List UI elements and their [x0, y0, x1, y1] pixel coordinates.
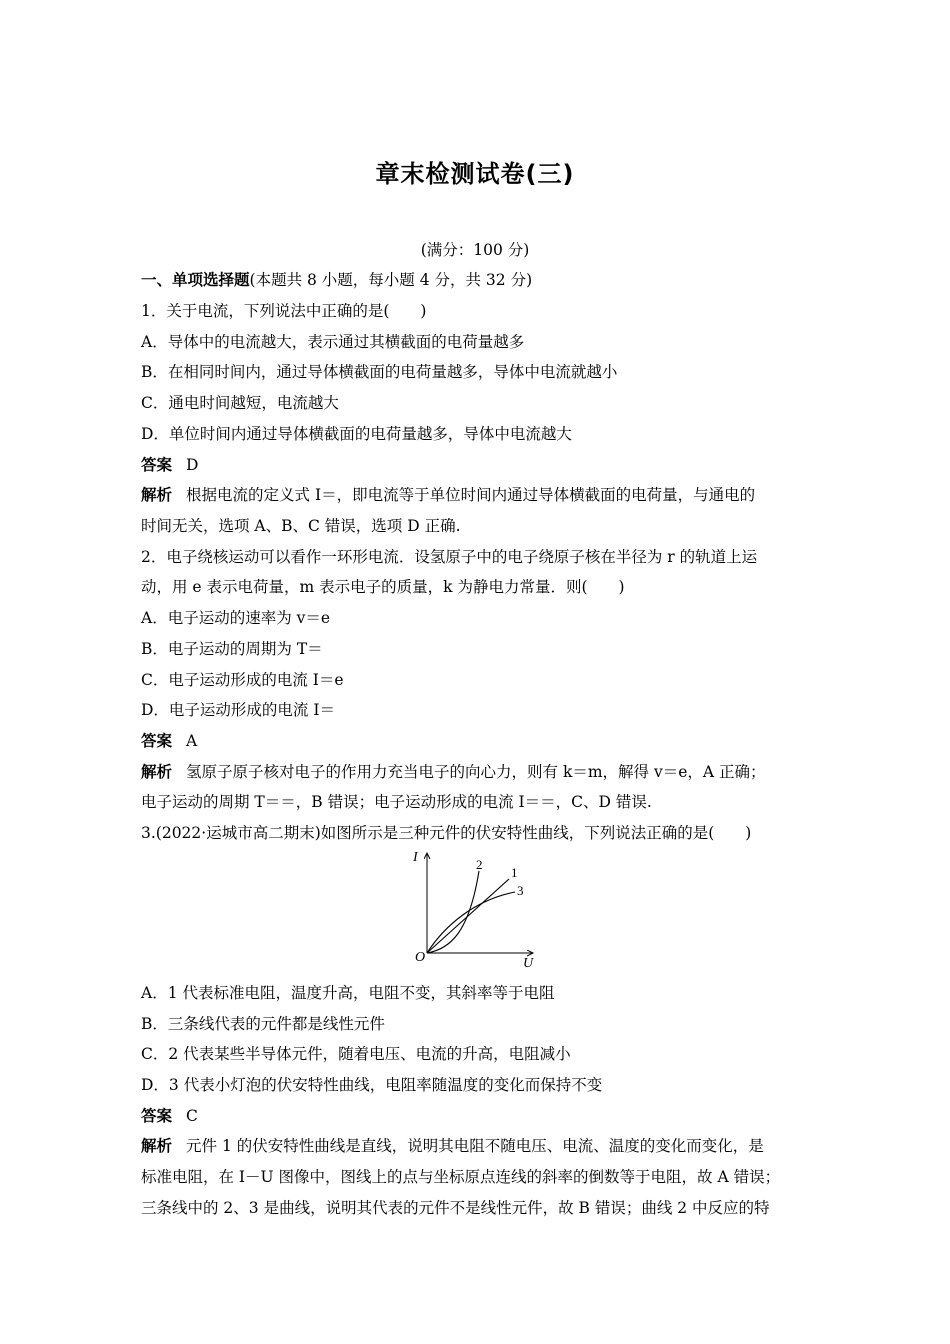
curve-3-label: 3: [517, 883, 524, 898]
q3-option-c: C．2 代表某些半导体元件，随着电压、电流的升高，电阻减小: [141, 1045, 571, 1063]
q3-analysis-line-1: [141, 1136, 764, 1156]
q3-answer: [141, 1106, 198, 1126]
curve-3: [427, 892, 515, 953]
q1-option-a: A．导体中的电流越大，表示通过其横截面的电荷量越多: [141, 333, 525, 351]
answer-value: A: [186, 732, 198, 750]
analysis-text: 元件 1 的伏安特性曲线是直线，说明其电阻不随电压、电流、温度的变化而变化，是: [186, 1137, 764, 1155]
q3-analysis-line-3: 三条线中的 2、3 是曲线，说明其代表的元件不是线性元件，故 B 错误；曲线 2 中反应的特: [141, 1199, 770, 1217]
curve-1-label: 1: [511, 865, 518, 880]
q3-option-b: B．三条线代表的元件都是线性元件: [141, 1015, 385, 1033]
score-note: (满分：100 分): [420, 241, 530, 259]
q3-analysis-line-2: 标准电阻，在 I－U 图像中，图线上的点与坐标原点连线的斜率的倒数等于电阻，故 A 错误；: [141, 1168, 781, 1186]
q2-analysis-line-2: 电子运动的周期 T＝＝，B 错误；电子运动形成的电流 I＝＝，C、D 错误.: [141, 793, 652, 811]
answer-label: 答案: [141, 732, 173, 750]
q2-analysis-line-1: [141, 762, 766, 782]
section-heading: [141, 270, 532, 290]
q2-stem-line-2: 动，用 e 表示电荷量，m 表示电子的质量，k 为静电力常量．则( ): [141, 578, 625, 596]
section-note: (本题共 8 小题，每小题 4 分，共 32 分): [249, 271, 533, 289]
q1-option-c: C．通电时间越短，电流越大: [141, 394, 339, 412]
q1-option-b: B．在相同时间内，通过导体横截面的电荷量越多，导体中电流就越小: [141, 363, 618, 381]
iu-characteristic-figure: [405, 845, 545, 970]
section-title: 一、单项选择题: [141, 271, 250, 289]
analysis-text: 氢原子原子核对电子的作用力充当电子的向心力，则有 k＝m，解得 v＝e，A 正确；: [186, 763, 766, 781]
answer-value: D: [186, 456, 199, 474]
curve-2-label: 2: [476, 857, 483, 872]
q1-analysis-line-2: 时间无关，选项 A、B、C 错误，选项 D 正确.: [141, 517, 461, 535]
q2-option-d: D．电子运动形成的电流 I＝: [141, 701, 335, 719]
answer-value: C: [186, 1107, 198, 1125]
analysis-text: 根据电流的定义式 I＝，即电流等于单位时间内通过导体横截面的电荷量，与通电的: [186, 486, 756, 504]
analysis-label: 解析: [141, 763, 173, 781]
y-axis-label: I: [413, 850, 418, 865]
q3-option-d: D．3 代表小灯泡的伏安特性曲线，电阻率随温度的变化而保持不变: [141, 1076, 603, 1094]
answer-label: 答案: [141, 456, 173, 474]
q2-option-c: C．电子运动形成的电流 I＝e: [141, 671, 344, 689]
analysis-label: 解析: [141, 486, 173, 504]
q3-stem: 3.(2022·运城市高二期末)如图所示是三种元件的伏安特性曲线，下列说法正确的是( ): [141, 824, 752, 842]
q1-answer: [141, 455, 198, 475]
q3-option-a: A．1 代表标准电阻，温度升高，电阻不变，其斜率等于电阻: [141, 984, 555, 1002]
q2-answer: [141, 731, 197, 751]
answer-label: 答案: [141, 1107, 173, 1125]
origin-label: O: [415, 950, 426, 965]
q1-option-d: D．单位时间内通过导体横截面的电荷量越多，导体中电流越大: [141, 425, 572, 443]
analysis-label: 解析: [141, 1137, 173, 1155]
x-axis-label: U: [523, 956, 534, 970]
page-title: 章末检测试卷(三): [375, 160, 575, 188]
q1-analysis-line-1: [141, 485, 755, 505]
q1-stem: 1．关于电流，下列说法中正确的是( ): [141, 302, 427, 320]
q2-stem-line-1: 2．电子绕核运动可以看作一环形电流．设氢原子中的电子绕原子核在半径为 r 的轨道上运: [141, 548, 758, 566]
q2-option-a: A．电子运动的速率为 v＝e: [141, 609, 331, 627]
q2-option-b: B．电子运动的周期为 T＝: [141, 640, 323, 658]
curve-2: [427, 871, 479, 953]
curve-1: [427, 879, 509, 953]
